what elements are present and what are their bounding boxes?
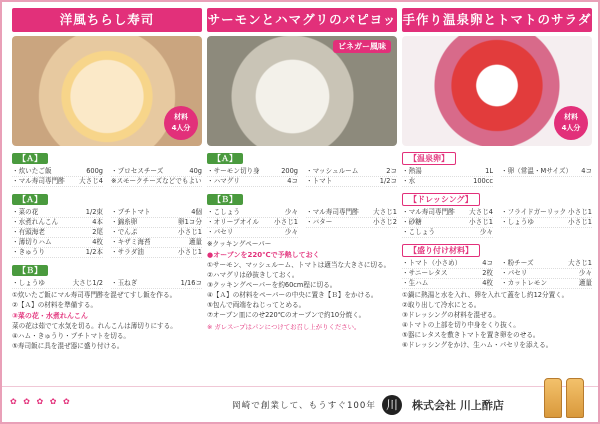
serves-badge: 材料 4人分 xyxy=(554,106,588,140)
recipe-3-photo xyxy=(402,36,592,146)
recipe-3-title: 手作り温泉卵とトマトのサラダ xyxy=(402,8,592,32)
steps: ①炊いたご飯にマル寿司専門酢を混ぜてすし飯を作る。 ②【Ａ】の材料を準備する。 ③菜の花・水煮れんこん 菜の花は茹でて水気を切る。れんこんは薄切りにする。 ④ハム・きゅうり・プチトマトを切る。 ⑤寿司飯に具を混ぜ器に盛り付ける。 xyxy=(12,291,177,350)
ingredients-b: ・しょうゆ 大さじ1/2 ・玉ねぎ 1/16コ xyxy=(12,279,202,287)
ingredients-a: ・サーモン切り身 200g ・ハマグリ 4コ ・マッシュルーム 2コ ・トマト 1/2コ xyxy=(207,167,397,185)
serves-badge: 材料 4人分 xyxy=(164,106,198,140)
ingredients-plating: ・トマト（小さめ） 4コ ・サニーレタス 2枚 ・生ハム 4枚 ・粉チーズ 大さじ1 ・パセリ 少々 ・カットレモン 適量 xyxy=(402,259,592,287)
section-a-label: 【Ａ】 xyxy=(207,153,243,164)
steps: ①鍋に熱湯と水を入れ、卵を入れて蓋をし約12分置く。 ②取り出して冷水にとる。 ③ドレッシングの材料を混ぜる。 ④トマトの上部を切り中身をくり抜く。 ⑤器にレタスを敷きトマトを置き卵をのせる。 ⑥ドレッシングをかけ、生ハム・パセリを添える。 xyxy=(402,291,569,349)
recipe-2-photo xyxy=(207,36,397,146)
ingredients-egg: ・熱湯 1L ・水 100cc ・卵（常温・Mサイズ） 4コ xyxy=(402,167,592,185)
vinegar-tag: ビネガー風味 xyxy=(333,40,391,53)
recipe-1 xyxy=(12,8,202,388)
section-b-label: 【Ｂ】 xyxy=(207,194,243,205)
vinegar-bottle-icon xyxy=(544,378,562,418)
ingredients-a: ・炊いたご飯 600g ・マル寿司専門酢 大さじ4 ・プロセスチーズ 40g ※スモークチーズなどでもよい xyxy=(12,167,202,185)
section-egg-label: 【温泉卵】 xyxy=(402,152,456,165)
steps: ※クッキングペーパー ●オーブンを220℃で予熱しておく ①サーモン、マッシュルーム、トマトは適当な大きさに切る。 ②ハマグリは砂抜きしておく。 ③クッキングペーパーを約60cm程に切る。 ④【Ａ】の材料をペーパーの中央に置き【Ｂ】をかける。 ⑤包んで両端をねじってとめる。 ⑦オーブン皿にのせ220℃のオーブンで約10分焼く。 xyxy=(207,240,391,319)
recipe-2 xyxy=(207,8,397,388)
footer xyxy=(2,386,598,422)
recipe-1-photo xyxy=(12,36,202,146)
company-logo: 川 xyxy=(382,395,402,415)
recipe-3 xyxy=(402,8,592,388)
section-a-label: 【Ａ】 xyxy=(12,153,48,164)
ingredients-a2: ・菜の花 1/2束 ・水煮れんこん 4本 ・有頭海老 2尾 ・薄切りハム 4枚 ・きゅうり 1/2本 ・プチトマト 4個 ・錦糸卵 卵1コ分 ・でんぷ 小さじ1 ・キザミ海苔 適量 ・サラダ油 小さじ1 xyxy=(12,208,202,256)
recipe-2-title: サーモンとハマグリのパピヨッ xyxy=(207,8,397,32)
note: ※ ガレスープはパンにつけてお召し上がりください。 xyxy=(207,323,361,331)
flower-decoration: ✿ ✿ ✿ ✿ ✿ xyxy=(10,397,72,406)
ingredients-dressing: ・マル寿司専門酢 大さじ4 ・砂糖 小さじ1 ・こしょう 少々 ・フライドガーリック 小さじ1 ・しょうゆ 小さじ1 xyxy=(402,208,592,236)
ingredients-b: ・こしょう 少々 ・オリーブオイル 小さじ1 ・パセリ 少々 ・マル寿司専門酢 大さじ1 ・バター 小さじ2 xyxy=(207,208,397,236)
section-plating-label: 【盛り付け材料】 xyxy=(402,244,480,257)
company-name: 株式会社 川上酢店 xyxy=(412,399,504,412)
slogan: 岡崎で創業して、もうすぐ100年 xyxy=(232,401,376,411)
section-dressing-label: 【ドレッシング】 xyxy=(402,193,480,206)
recipe-1-title: 洋風ちらし寿司 xyxy=(12,8,202,32)
section-b-label: 【Ｂ】 xyxy=(12,265,48,276)
vinegar-bottle-icon xyxy=(566,378,584,418)
section-a2-label: 【Ａ】 xyxy=(12,194,48,205)
